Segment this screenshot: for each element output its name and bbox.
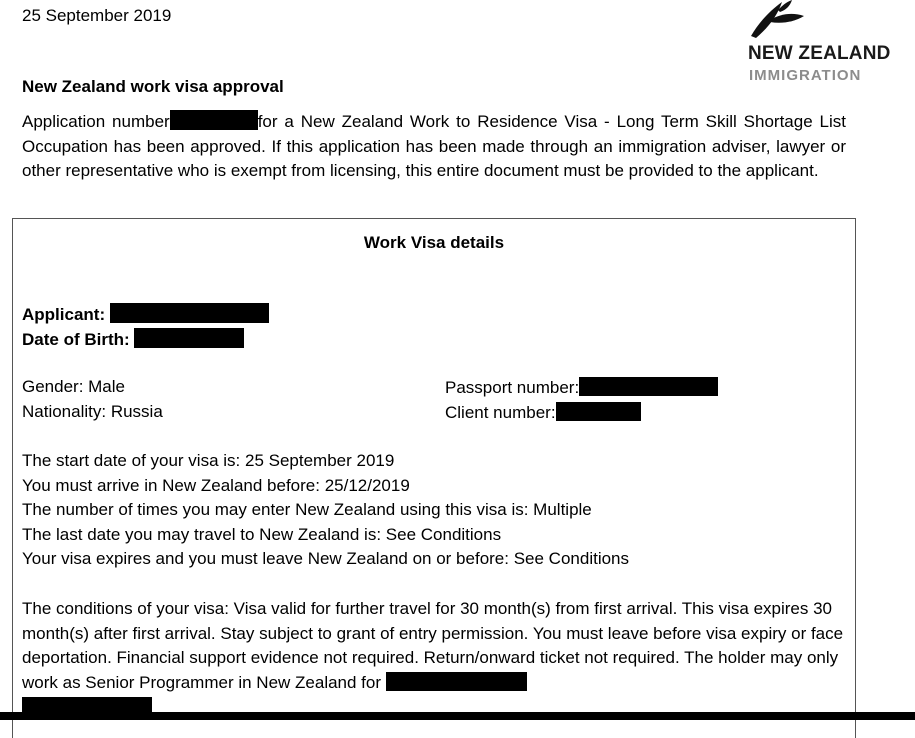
visa-conditions — [22, 597, 852, 695]
intro-text-before: Application number — [22, 112, 170, 131]
number-of-entries: The number of times you may enter New Zealand using this visa is: Multiple — [22, 500, 592, 519]
visa-start-date: The start date of your visa is: 25 September 2019 — [22, 451, 395, 470]
letter-date: 25 September 2019 — [22, 6, 172, 25]
visa-expiry: Your visa expires and you must leave New Zealand on or before: See Conditions — [22, 549, 630, 568]
logo-name-line1: NEW ZEALAND — [748, 43, 891, 64]
redacted-applicant-name — [110, 303, 269, 323]
last-travel-date: The last date you may travel to New Zealand is: See Conditions — [22, 525, 502, 544]
redacted-application-number — [170, 110, 258, 130]
redacted-passport-number — [579, 377, 718, 396]
intro-text-after: for a New Zealand Work to Residence Visa - Long Term Skill Shortage List Occupation has been approved. If this application has been made through an immigration adviser, lawyer or other representative who is exempt from licensing, this entire document must be provided to the applicant. — [22, 112, 847, 180]
redacted-client-number — [556, 402, 641, 421]
fern-leaf-icon — [748, 0, 808, 38]
bottom-edge-bar — [0, 712, 915, 720]
nationality-field: Nationality: Russia — [22, 402, 163, 421]
client-label: Client number: — [445, 403, 556, 422]
client-field — [445, 402, 641, 423]
passport-label: Passport number: — [445, 378, 580, 397]
applicant-label: Applicant: — [22, 305, 106, 324]
details-title: Work Visa details — [363, 233, 505, 252]
redacted-employer-continued — [22, 697, 152, 712]
conditions-text: The conditions of your visa: Visa valid for further travel for 30 month(s) from first arrival. This visa expires 30 month(s) after first arrival. Stay subject to grant of entry permission. You must leave before visa expiry or face deportation. Financial support evidence not required. Return/onward ticket not required. The holder may only work as Senior Programmer in New Zealand for — [22, 599, 844, 692]
applicant-field — [22, 303, 269, 325]
logo-name-line2: IMMIGRATION — [749, 67, 862, 84]
redacted-date-of-birth — [134, 328, 244, 348]
dob-field — [22, 328, 244, 350]
dob-label: Date of Birth: — [22, 330, 130, 349]
intro-paragraph — [22, 110, 846, 184]
nz-immigration-logo — [748, 0, 908, 90]
gender-field: Gender: Male — [22, 377, 125, 396]
redacted-employer — [386, 672, 527, 691]
passport-field — [445, 377, 718, 398]
letter-heading: New Zealand work visa approval — [22, 77, 284, 96]
arrive-before-date: You must arrive in New Zealand before: 25/12/2019 — [22, 476, 410, 495]
